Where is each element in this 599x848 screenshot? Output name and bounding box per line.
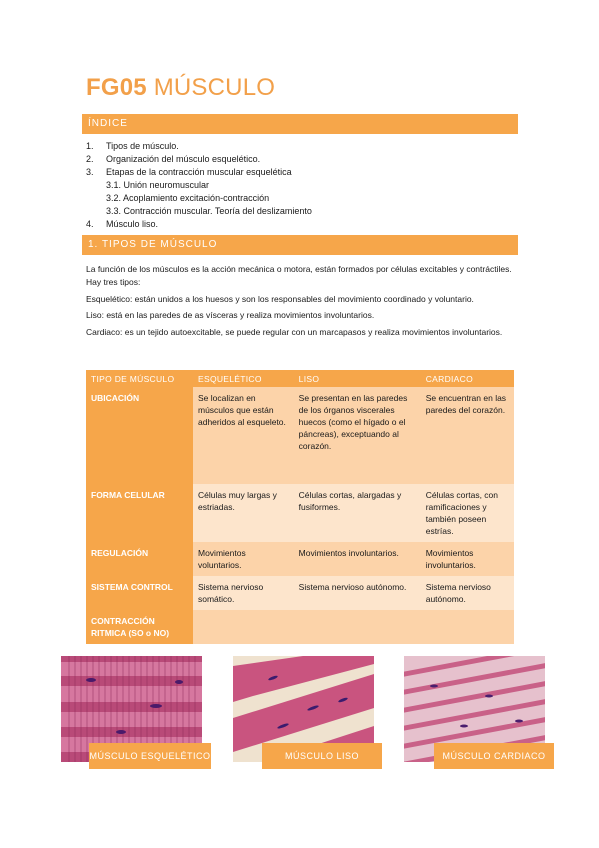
table-row [86, 387, 514, 484]
image-caption: MÚSCULO CARDIACO [434, 743, 554, 769]
title-name: MÚSCULO [153, 74, 276, 101]
table-cell: Movimientos involuntarios. [421, 542, 514, 576]
column-header: ESQUELÉTICO [193, 370, 294, 387]
section-header: 1. TIPOS DE MÚSCULO [82, 235, 518, 255]
table-cell: Sistema nervioso somático. [193, 576, 294, 610]
paragraph-skeletal: Esquelético: están unidos a los huesos y son los responsables del movimiento coordinado y voluntario. [86, 294, 474, 304]
image-caption: MÚSCULO LISO [262, 743, 382, 769]
table-of-contents [86, 140, 516, 231]
row-header: CONTRACCIÓN RITMICA (SO o NO) [86, 610, 193, 644]
column-header: CARDIACO [421, 370, 514, 387]
table-row [86, 576, 514, 610]
row-header: SISTEMA CONTROL [86, 576, 193, 610]
image-caption: MÚSCULO ESQUELÉTICO [89, 743, 211, 769]
muscle-comparison-table [86, 370, 514, 644]
table-cell: Se localizan en músculos que están adheridos al esqueleto. [193, 387, 294, 484]
intro-paragraph: La función de los músculos es la acción mecánica o motora, están formados por células excitables y contráctiles. Hay tres tipos: [86, 264, 512, 287]
table-cell [294, 610, 421, 644]
toc-subitem[interactable]: 3.1. Unión neuromuscular [106, 180, 210, 190]
page-title [86, 74, 275, 102]
table-header-row [86, 370, 514, 387]
column-header: TIPO DE MÚSCULO [86, 370, 193, 387]
table-cell: Sistema nervioso autónomo. [421, 576, 514, 610]
table-cell [193, 610, 294, 644]
table-row [86, 610, 514, 644]
table-cell: Se presentan en las paredes de los órganos viscerales huecos (como el hígado o el páncreas), exceptuando al corazón. [294, 387, 421, 484]
toc-item[interactable]: 1. Tipos de músculo. [86, 141, 179, 151]
toc-subitem[interactable]: 3.3. Contracción muscular. Teoría del deslizamiento [106, 206, 312, 216]
table-cell: Células cortas, con ramificaciones y también poseen estrías. [421, 484, 514, 542]
title-code: FG05 [86, 74, 147, 101]
table-row [86, 484, 514, 542]
row-header: REGULACIÓN [86, 542, 193, 576]
toc-item[interactable]: 4. Músculo liso. [86, 219, 159, 229]
table-cell: Movimientos involuntarios. [294, 542, 421, 576]
toc-subitem[interactable]: 3.2. Acoplamiento excitación-contracción [106, 193, 270, 203]
table-row [86, 542, 514, 576]
table-cell [421, 610, 514, 644]
paragraph-cardiac: Cardiaco: es un tejido autoexcitable, se puede regular con un marcapasos y realiza movimientos involuntarios. [86, 327, 503, 337]
index-header: ÍNDICE [82, 114, 518, 134]
toc-item[interactable]: 2. Organización del músculo esquelético. [86, 154, 261, 164]
table-cell: Se encuentran en las paredes del corazón. [421, 387, 514, 484]
table-cell: Movimientos voluntarios. [193, 542, 294, 576]
column-header: LISO [294, 370, 421, 387]
row-header: UBICACIÓN [86, 387, 193, 484]
toc-item[interactable]: 3. Etapas de la contracción muscular esquelética [86, 167, 292, 177]
table-cell: Células cortas, alargadas y fusiformes. [294, 484, 421, 542]
table-cell: Células muy largas y estriadas. [193, 484, 294, 542]
row-header: FORMA CELULAR [86, 484, 193, 542]
table-cell: Sistema nervioso autónomo. [294, 576, 421, 610]
paragraph-smooth: Liso: está en las paredes de as vísceras y realiza movimientos involuntarios. [86, 310, 375, 320]
